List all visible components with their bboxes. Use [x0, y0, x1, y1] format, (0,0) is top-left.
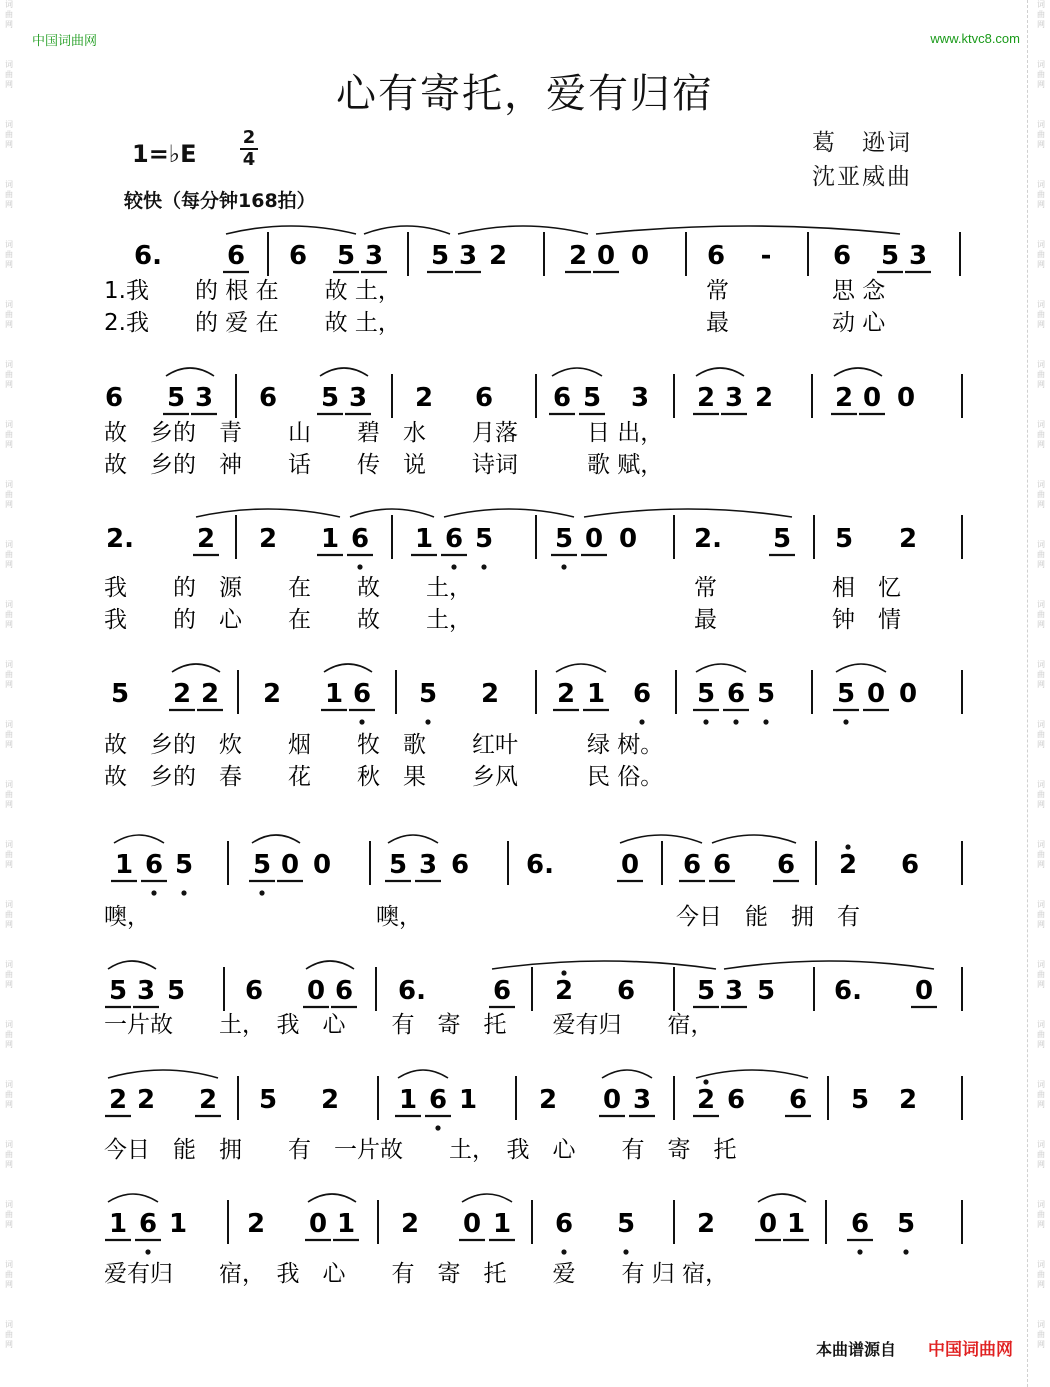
- note: 1: [586, 679, 606, 709]
- note: 6: [726, 1085, 746, 1115]
- note: 6: [474, 383, 494, 413]
- lyric-verse-2: 钟 情: [832, 607, 901, 633]
- note: 0: [630, 241, 650, 271]
- low-octave-dot: [259, 890, 264, 895]
- low-octave-dot: [425, 719, 430, 724]
- note: 5: [696, 976, 716, 1006]
- note: 5: [772, 524, 792, 554]
- watermark-text: 词 曲 网: [1037, 1200, 1045, 1229]
- note: 5: [320, 383, 340, 413]
- lyric-verse-2: 故 乡的 春 花 秋 果 乡风 民 俗。: [104, 764, 664, 790]
- low-octave-dot: [359, 719, 364, 724]
- note: 6: [258, 383, 278, 413]
- slur: [758, 1194, 806, 1202]
- watermark-text: 词 曲 网: [5, 420, 13, 449]
- note: 2: [262, 679, 282, 709]
- slur: [108, 1070, 218, 1078]
- note: 2: [696, 1085, 716, 1115]
- lyricist-credit: 葛 逊词: [812, 130, 912, 156]
- low-octave-dot: [763, 719, 768, 724]
- note: 3: [632, 1085, 652, 1115]
- note: 0: [602, 1085, 622, 1115]
- slur: [108, 961, 156, 969]
- watermark-text: 词 曲 网: [5, 180, 13, 209]
- note: 0: [306, 976, 326, 1006]
- slur: [320, 368, 368, 376]
- lyric-verse-1: 我 的 源 在 故 土，: [104, 575, 472, 601]
- slur: [834, 368, 882, 376]
- slur: [712, 835, 796, 843]
- watermark-text: 词 曲 网: [1037, 420, 1045, 449]
- watermark-text: 词 曲 网: [1037, 300, 1045, 329]
- note: 5: [850, 1085, 870, 1115]
- note: 5: [252, 850, 272, 880]
- note: 2: [414, 383, 434, 413]
- note: 6: [682, 850, 702, 880]
- watermark-text: 词 曲 网: [1037, 480, 1045, 509]
- slur: [462, 1194, 512, 1202]
- watermark-text: 词 曲 网: [5, 660, 13, 689]
- high-octave-dot: [845, 844, 850, 849]
- note: 0: [898, 679, 918, 709]
- note: 6: [788, 1085, 808, 1115]
- footer-site-link[interactable]: 中国词曲网: [928, 1340, 1013, 1360]
- watermark-text: 词 曲 网: [5, 540, 13, 569]
- note: 2: [488, 241, 508, 271]
- watermark-text: 词 曲 网: [5, 1260, 13, 1289]
- note: 2: [400, 1209, 420, 1239]
- note: 5: [418, 679, 438, 709]
- watermark-text: 词 曲 网: [1037, 960, 1045, 989]
- slur: [226, 226, 356, 234]
- note: 6: [138, 1209, 158, 1239]
- note: 5: [756, 679, 776, 709]
- note: 0: [280, 850, 300, 880]
- slur: [308, 1194, 356, 1202]
- note: 0: [596, 241, 616, 271]
- lyric-verse-1: 思 念: [832, 278, 886, 304]
- note: 5: [582, 383, 602, 413]
- footer-source-label: 本曲谱源自: [816, 1340, 897, 1359]
- high-octave-dot: [561, 970, 566, 975]
- slur: [696, 664, 746, 672]
- note: 2: [568, 241, 588, 271]
- note: 2: [200, 679, 220, 709]
- watermark-text: 词 曲 网: [5, 840, 13, 869]
- note: 0: [914, 976, 934, 1006]
- note: 2: [834, 383, 854, 413]
- watermark-text: 词 曲 网: [5, 1020, 13, 1049]
- slur: [252, 835, 300, 843]
- note: 2: [480, 679, 500, 709]
- note: 5: [336, 241, 356, 271]
- low-octave-dot: [733, 719, 738, 724]
- note: -: [760, 241, 772, 271]
- watermark-text: 词 曲 网: [5, 600, 13, 629]
- site-name-left[interactable]: 中国词曲网: [32, 34, 98, 49]
- watermark-text: 词 曲 网: [5, 1200, 13, 1229]
- note: 1: [168, 1209, 188, 1239]
- watermark-text: 词 曲 网: [5, 120, 13, 149]
- note: 6: [334, 976, 354, 1006]
- note: 5: [616, 1209, 636, 1239]
- watermark-text: 词 曲 网: [1037, 1320, 1045, 1349]
- low-octave-dot: [561, 564, 566, 569]
- watermark-text: 词 曲 网: [5, 240, 13, 269]
- slur: [196, 509, 340, 517]
- note: 2: [258, 524, 278, 554]
- lyric-verse-1: 常: [694, 575, 717, 601]
- note: 3: [418, 850, 438, 880]
- watermark-text: 词 曲 网: [5, 1320, 13, 1349]
- note: 3: [458, 241, 478, 271]
- slur: [596, 226, 900, 234]
- note: 1: [324, 679, 344, 709]
- watermark-text: 词 曲 网: [5, 480, 13, 509]
- slur: [108, 1194, 158, 1202]
- note: 0: [862, 383, 882, 413]
- note: 6: [832, 241, 852, 271]
- slur: [114, 835, 164, 843]
- note: 2: [696, 1209, 716, 1239]
- note: 0: [312, 850, 332, 880]
- lyric-verse-1: 常: [706, 278, 729, 304]
- low-octave-dot: [843, 719, 848, 724]
- note: 2: [898, 524, 918, 554]
- watermark-text: 词 曲 网: [5, 300, 13, 329]
- slur: [398, 1070, 448, 1078]
- note: 0: [758, 1209, 778, 1239]
- note: 0: [308, 1209, 328, 1239]
- slur: [324, 664, 372, 672]
- note: 3: [908, 241, 928, 271]
- watermark-text: 词 曲 网: [1037, 180, 1045, 209]
- watermark-text: 词 曲 网: [5, 60, 13, 89]
- low-octave-dot: [151, 890, 156, 895]
- watermark-text: 词 曲 网: [1037, 900, 1045, 929]
- watermark-text: 词 曲 网: [1037, 1020, 1045, 1049]
- note: 6: [352, 679, 372, 709]
- note: 2: [320, 1085, 340, 1115]
- note: 6: [726, 679, 746, 709]
- note: 5: [834, 524, 854, 554]
- note: 1: [492, 1209, 512, 1239]
- note: 1: [114, 850, 134, 880]
- slur: [388, 835, 438, 843]
- watermark-text: 词 曲 网: [1037, 60, 1045, 89]
- slur: [306, 961, 354, 969]
- note: 2.: [694, 524, 722, 554]
- slur: [696, 1070, 808, 1078]
- note: 3: [136, 976, 156, 1006]
- low-octave-dot: [561, 1249, 566, 1254]
- note: 6.: [134, 241, 162, 271]
- slur: [584, 509, 792, 517]
- lyric-verse-1: 噢，: [104, 904, 150, 930]
- note: 5: [174, 850, 194, 880]
- note: 2: [754, 383, 774, 413]
- note: 6: [554, 1209, 574, 1239]
- note: 3: [194, 383, 214, 413]
- watermark-text: 词 曲 网: [1037, 1080, 1045, 1109]
- note: 2: [172, 679, 192, 709]
- note: 2: [696, 383, 716, 413]
- note: 2: [108, 1085, 128, 1115]
- note: 6: [444, 524, 464, 554]
- note: 5: [696, 679, 716, 709]
- high-octave-dot: [703, 1079, 708, 1084]
- lyric-verse-1: 1.我 的 根 在 故 土，: [104, 278, 401, 304]
- watermark-text: 词 曲 网: [1037, 120, 1045, 149]
- low-octave-dot: [623, 1249, 628, 1254]
- note: 6: [492, 976, 512, 1006]
- low-octave-dot: [357, 564, 362, 569]
- watermark-text: 词 曲 网: [5, 0, 13, 29]
- watermark-text: 词 曲 网: [5, 960, 13, 989]
- note: 5: [166, 383, 186, 413]
- watermark-text: 词 曲 网: [1037, 1260, 1045, 1289]
- note: 2: [554, 976, 574, 1006]
- slur: [552, 368, 602, 376]
- composer-credit: 沈亚威曲: [812, 164, 912, 190]
- low-octave-dot: [435, 1125, 440, 1130]
- lyric-verse-1: 今日 能 拥 有 一片故 土， 我 心 有 寄 托: [104, 1137, 737, 1163]
- note: 1: [108, 1209, 128, 1239]
- slur: [492, 961, 716, 969]
- note: 6: [350, 524, 370, 554]
- low-octave-dot: [451, 564, 456, 569]
- note: 5: [880, 241, 900, 271]
- site-url-right[interactable]: www.ktvc8.com: [930, 31, 1020, 46]
- watermark-text: 词 曲 网: [1037, 840, 1045, 869]
- lyric-verse-2: 故 乡的 神 话 传 说 诗词 歌 赋，: [104, 452, 664, 478]
- note: 1: [336, 1209, 356, 1239]
- lyric-verse-2: 最: [706, 310, 729, 336]
- lyric-verse-2: 最: [694, 607, 717, 633]
- lyric-verse-2: 我 的 心 在 故 土，: [104, 607, 472, 633]
- note: 5: [258, 1085, 278, 1115]
- watermark-text: 词 曲 网: [5, 780, 13, 809]
- lyric-verse-2: 动 心: [832, 310, 886, 336]
- low-octave-dot: [857, 1249, 862, 1254]
- note: 6: [226, 241, 246, 271]
- watermark-text: 词 曲 网: [5, 1140, 13, 1169]
- note: 5: [756, 976, 776, 1006]
- watermark-text: 词 曲 网: [5, 720, 13, 749]
- tempo-marking: 较快（每分钟168拍）: [124, 190, 316, 212]
- note: 2: [246, 1209, 266, 1239]
- note: 5: [554, 524, 574, 554]
- note: 6: [712, 850, 732, 880]
- note: 6.: [526, 850, 554, 880]
- low-octave-dot: [145, 1249, 150, 1254]
- note: 1: [458, 1085, 478, 1115]
- note: 2: [538, 1085, 558, 1115]
- watermark-text: 词 曲 网: [5, 1080, 13, 1109]
- note: 5: [430, 241, 450, 271]
- lyric-verse-1: 今日 能 拥 有: [676, 904, 860, 930]
- note: 6: [104, 383, 124, 413]
- note: 5: [388, 850, 408, 880]
- lyric-verse-1: 相 忆: [832, 575, 901, 601]
- meter-denominator: 4: [242, 149, 256, 170]
- note: 3: [630, 383, 650, 413]
- note: 6: [428, 1085, 448, 1115]
- note: 0: [462, 1209, 482, 1239]
- slur: [724, 961, 934, 969]
- lyric-verse-1: 爱有归 宿， 我 心 有 寄 托 爱 有 归 宿，: [104, 1261, 729, 1287]
- note: 3: [724, 976, 744, 1006]
- note: 6.: [398, 976, 426, 1006]
- note: 6: [776, 850, 796, 880]
- low-octave-dot: [639, 719, 644, 724]
- note: 6: [632, 679, 652, 709]
- low-octave-dot: [181, 890, 186, 895]
- note: 5: [108, 976, 128, 1006]
- watermark-text: 词 曲 网: [1037, 720, 1045, 749]
- key-signature: 1=♭E: [132, 140, 197, 168]
- lyric-verse-2: 2.我 的 爱 在 故 土，: [104, 310, 401, 336]
- note: 5: [836, 679, 856, 709]
- note: 5: [110, 679, 130, 709]
- note: 2: [196, 524, 216, 554]
- note: 6: [450, 850, 470, 880]
- note: 5: [474, 524, 494, 554]
- note: 5: [166, 976, 186, 1006]
- watermark-text: 词 曲 网: [5, 900, 13, 929]
- note: 1: [398, 1085, 418, 1115]
- watermark-text: 词 曲 网: [1037, 360, 1045, 389]
- slur: [696, 368, 744, 376]
- slur: [556, 664, 606, 672]
- lyric-verse-1: 一片故 土， 我 心 有 寄 托 爱有归 宿，: [104, 1012, 714, 1038]
- low-octave-dot: [703, 719, 708, 724]
- song-title: 心有寄托，爱有归宿: [336, 71, 714, 117]
- note: 6: [552, 383, 572, 413]
- note: 5: [896, 1209, 916, 1239]
- note: 2: [838, 850, 858, 880]
- lyric-verse-1: 故 乡的 青 山 碧 水 月落 日 出，: [104, 420, 664, 446]
- watermark-text: 词 曲 网: [5, 360, 13, 389]
- watermark-text: 词 曲 网: [1037, 240, 1045, 269]
- note: 6: [900, 850, 920, 880]
- note: 0: [620, 850, 640, 880]
- note: 6: [244, 976, 264, 1006]
- note: 3: [348, 383, 368, 413]
- note: 3: [364, 241, 384, 271]
- slur: [602, 1070, 652, 1078]
- slur: [166, 368, 214, 376]
- note: 6: [144, 850, 164, 880]
- note: 1: [414, 524, 434, 554]
- note: 2: [136, 1085, 156, 1115]
- note: 2: [556, 679, 576, 709]
- note: 2: [198, 1085, 218, 1115]
- lyric-verse-1: 噢，: [376, 904, 422, 930]
- watermark-text: 词 曲 网: [1037, 1140, 1045, 1169]
- note: 0: [618, 524, 638, 554]
- note: 2.: [106, 524, 134, 554]
- slur: [836, 664, 886, 672]
- note: 6: [616, 976, 636, 1006]
- slur: [444, 509, 574, 517]
- note: 0: [896, 383, 916, 413]
- meter-numerator: 2: [242, 127, 256, 148]
- note: 6: [288, 241, 308, 271]
- note: 6: [850, 1209, 870, 1239]
- watermark-text: 词 曲 网: [1037, 780, 1045, 809]
- note: 6.: [834, 976, 862, 1006]
- note: 0: [584, 524, 604, 554]
- note: 0: [866, 679, 886, 709]
- note: 2: [898, 1085, 918, 1115]
- watermark-text: 词 曲 网: [1037, 540, 1045, 569]
- watermark-text: 词 曲 网: [1037, 660, 1045, 689]
- slur: [172, 664, 220, 672]
- note: 1: [320, 524, 340, 554]
- watermark-text: 词 曲 网: [1037, 0, 1045, 29]
- low-octave-dot: [481, 564, 486, 569]
- low-octave-dot: [903, 1249, 908, 1254]
- lyric-verse-1: 故 乡的 炊 烟 牧 歌 红叶 绿 树。: [104, 732, 664, 758]
- note: 6: [706, 241, 726, 271]
- note: 1: [786, 1209, 806, 1239]
- watermark-text: 词 曲 网: [1037, 600, 1045, 629]
- slur: [458, 226, 588, 234]
- note: 3: [724, 383, 744, 413]
